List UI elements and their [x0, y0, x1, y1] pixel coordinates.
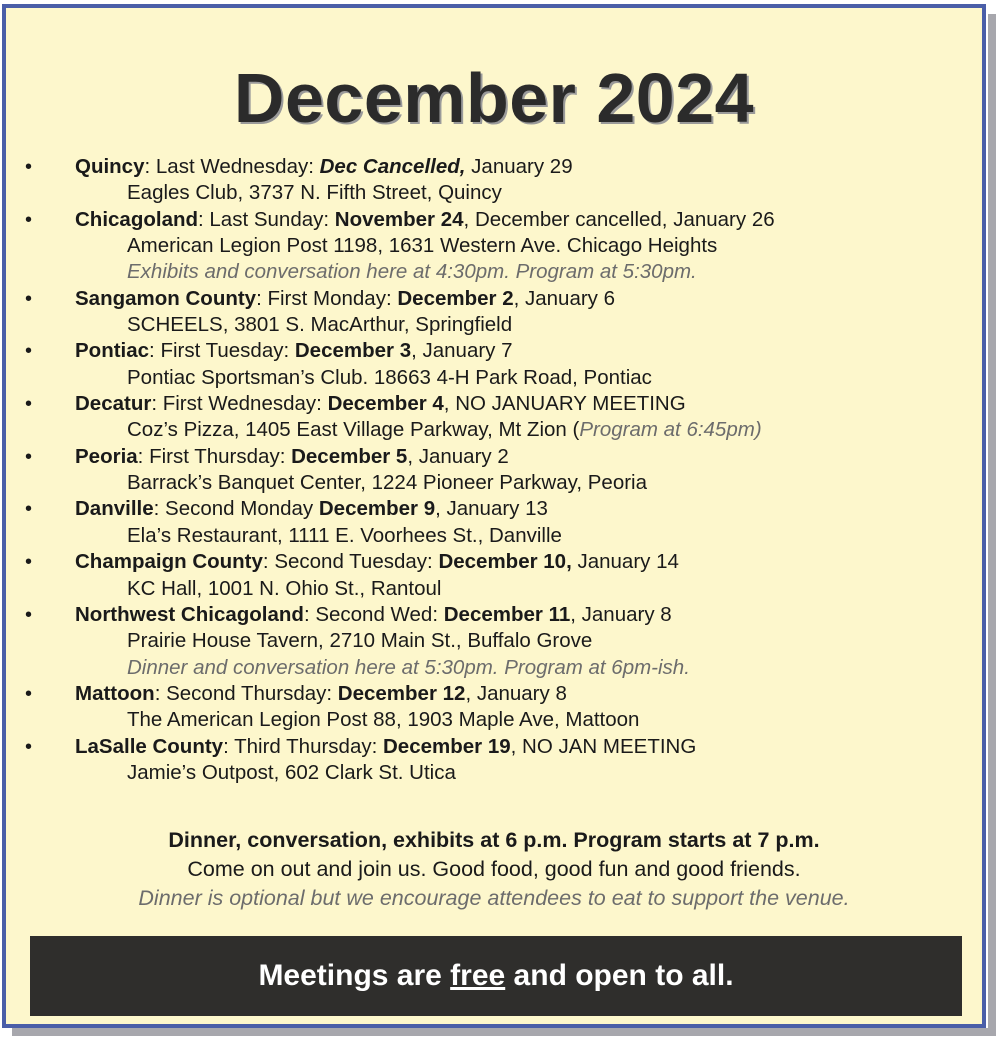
- bullet-icon: •: [25, 156, 33, 178]
- meeting-date: December 3: [294, 339, 412, 363]
- meeting-venue: Prairie House Tavern, 2710 Main St., Buffalo Grove: [127, 629, 593, 653]
- meeting-schedule: : First Wednesday:: [151, 392, 328, 416]
- meeting-name: Peoria: [75, 444, 138, 468]
- meeting-date: December 4: [327, 392, 444, 416]
- meeting-item-sangamon-county: [6, 286, 982, 312]
- meeting-name: LaSalle County: [75, 734, 224, 758]
- meeting-schedule: : Third Thursday:: [223, 734, 383, 758]
- page-title: December 2024: [233, 59, 755, 137]
- meeting-upcoming: January 29: [465, 155, 573, 178]
- footer-schedule-line: Dinner, conversation, exhibits at 6 p.m. Program starts at 7 p.m.: [168, 828, 820, 852]
- banner-text-free: free: [450, 959, 506, 992]
- meeting-venue-line: [6, 417, 982, 443]
- banner-text-after: and open to all.: [505, 959, 734, 992]
- card-shadow-right: [988, 14, 996, 1036]
- meeting-upcoming: , January 2: [407, 444, 509, 468]
- meeting-name: Pontiac: [75, 339, 150, 363]
- meeting-upcoming: , January 7: [411, 339, 513, 363]
- meeting-venue: SCHEELS, 3801 S. MacArthur, Springfield: [127, 313, 513, 337]
- bullet-icon: •: [25, 603, 33, 626]
- bullet-icon: •: [25, 682, 33, 705]
- meeting-date: Dec Cancelled,: [319, 155, 466, 178]
- free-meetings-banner: [30, 936, 962, 1016]
- meeting-upcoming: , January 13: [435, 497, 548, 521]
- meeting-date: December 12: [337, 681, 466, 705]
- meeting-name: Danville: [75, 497, 154, 521]
- meeting-item-chicagoland: [6, 207, 982, 233]
- meeting-schedule: : Second Thursday:: [154, 681, 338, 705]
- footer-dinner-note: Dinner is optional but we encourage attendees to eat to support the venue.: [138, 886, 850, 910]
- venue-note-paren: (: [572, 418, 580, 442]
- meeting-venue: Eagles Club, 3737 N. Fifth Street, Quincy: [127, 181, 502, 205]
- meeting-venue: Barrack’s Banquet Center, 1224 Pioneer Parkway, Peoria: [127, 471, 648, 495]
- meeting-name: Chicagoland: [75, 207, 199, 231]
- meeting-name: Northwest Chicagoland: [75, 602, 304, 626]
- venue-note: Program at 6:45pm): [579, 418, 762, 442]
- meeting-name: Champaign County: [75, 550, 263, 574]
- bullet-icon: •: [25, 340, 33, 363]
- meeting-date: December 9: [318, 497, 436, 521]
- meeting-note: Exhibits and conversation here at 4:30pm. Program at 5:30pm.: [127, 260, 697, 284]
- meeting-upcoming: , NO JANUARY MEETING: [443, 392, 686, 416]
- meeting-schedule: : Last Sunday:: [198, 207, 335, 231]
- meeting-schedule: : First Thursday:: [137, 444, 292, 468]
- footer-info: [6, 825, 982, 913]
- bullet-icon: •: [25, 735, 33, 758]
- meeting-date: December 2: [397, 286, 514, 310]
- meeting-date: December 11: [443, 602, 571, 626]
- meeting-name: Sangamon County: [75, 286, 257, 310]
- bullet-icon: •: [25, 287, 33, 310]
- meeting-upcoming: , January 6: [513, 286, 616, 310]
- card-shadow-bottom: [12, 1028, 996, 1036]
- meeting-upcoming: , January 8: [465, 681, 567, 705]
- meeting-upcoming: , December cancelled, January 26: [463, 207, 775, 231]
- meeting-schedule: : Second Tuesday:: [262, 550, 439, 574]
- meeting-note: Dinner and conversation here at 5:30pm. Program at 6pm-ish.: [127, 655, 690, 679]
- meeting-item-champaign-county: [6, 549, 982, 575]
- bullet-icon: •: [25, 393, 33, 416]
- meeting-schedule: : Last Wednesday:: [144, 155, 320, 178]
- footer-invite-line: Come on out and join us. Good food, good fun and good friends.: [187, 857, 801, 881]
- meeting-venue: Coz’s Pizza, 1405 East Village Parkway, Mt Zion: [127, 418, 573, 442]
- meeting-venue: Pontiac Sportsman’s Club. 18663 4-H Park Road, Pontiac: [127, 365, 652, 389]
- meeting-venue: Ela’s Restaurant, 1111 E. Voorhees St., Danville: [127, 523, 562, 547]
- meeting-item-lasalle-county: [6, 734, 982, 760]
- meeting-item-northwest-chicagoland: [6, 602, 982, 628]
- meeting-item-decatur: [6, 391, 982, 417]
- banner-text-before: Meetings are: [258, 959, 451, 992]
- meeting-item-mattoon: [6, 681, 982, 707]
- bullet-icon: •: [25, 445, 33, 468]
- meeting-schedule: : First Monday:: [256, 286, 398, 310]
- meeting-schedule: : Second Monday: [153, 497, 319, 521]
- meeting-upcoming: , NO JAN MEETING: [510, 734, 697, 758]
- meeting-list: [6, 154, 982, 786]
- meeting-upcoming: , January 8: [570, 602, 672, 626]
- meeting-item-danville: [6, 496, 982, 522]
- meeting-date: December 10,: [438, 550, 572, 574]
- meeting-date: December 5: [291, 444, 408, 468]
- meeting-name: Mattoon: [75, 681, 155, 705]
- meeting-schedule: : First Tuesday:: [149, 339, 295, 363]
- meeting-item-quincy: [6, 154, 982, 180]
- meeting-name: Decatur: [75, 392, 152, 416]
- meeting-schedule-card: [2, 4, 986, 1028]
- bullet-icon: •: [25, 208, 33, 231]
- meeting-venue: KC Hall, 1001 N. Ohio St., Rantoul: [127, 576, 442, 600]
- meeting-venue: The American Legion Post 88, 1903 Maple Ave, Mattoon: [127, 708, 640, 732]
- meeting-date: November 24: [334, 207, 464, 231]
- meeting-item-peoria: [6, 444, 982, 470]
- meeting-venue: American Legion Post 1198, 1631 Western Ave. Chicago Heights: [127, 234, 718, 258]
- meeting-venue: Jamie’s Outpost, 602 Clark St. Utica: [127, 760, 456, 784]
- meeting-schedule: : Second Wed:: [303, 602, 444, 626]
- meeting-name: Quincy: [75, 155, 145, 178]
- meeting-upcoming: January 14: [571, 550, 679, 574]
- bullet-icon: •: [25, 498, 33, 521]
- meeting-date: December 19: [383, 734, 511, 758]
- meeting-item-pontiac: [6, 338, 982, 364]
- bullet-icon: •: [25, 551, 33, 574]
